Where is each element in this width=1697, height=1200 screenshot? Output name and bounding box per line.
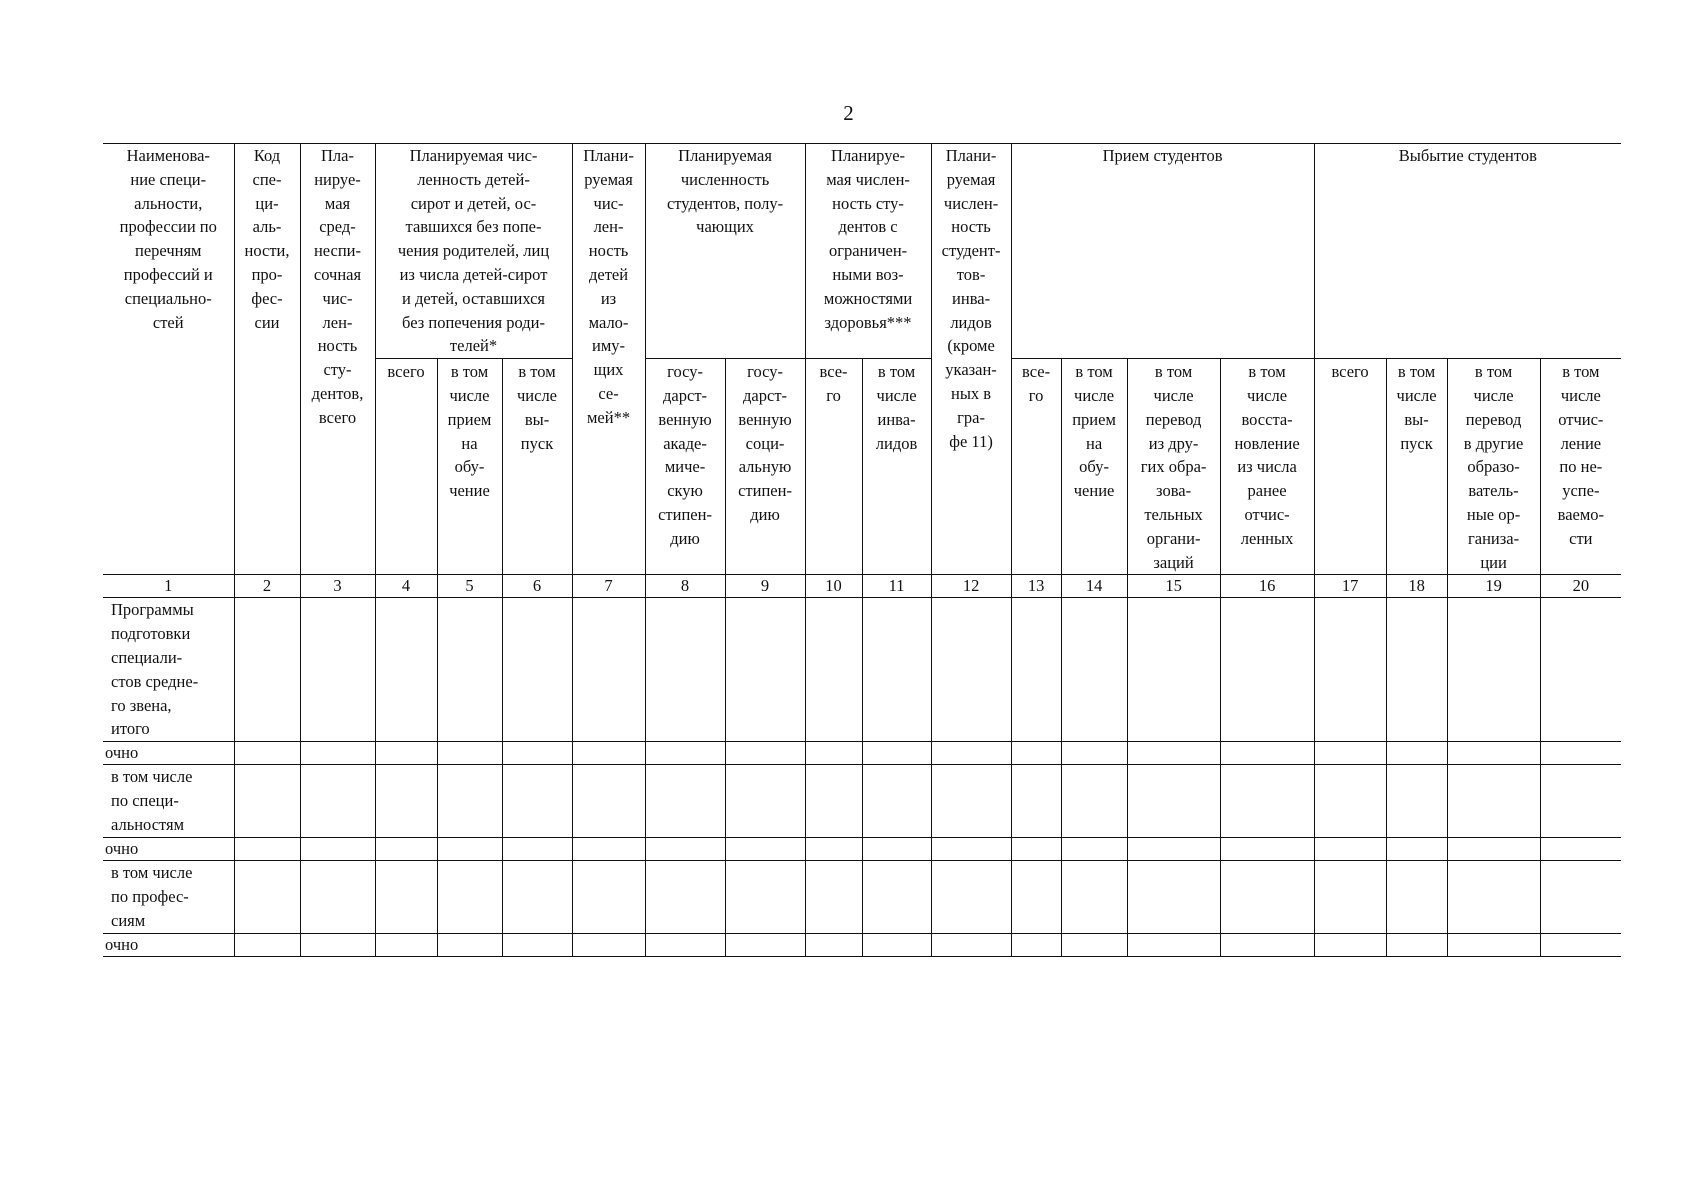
data-cell — [1127, 861, 1220, 934]
column-number: 13 — [1011, 575, 1061, 598]
data-cell — [645, 598, 725, 742]
data-cell — [862, 765, 931, 838]
header-disabled-invalids: в том числе инва- лидов — [862, 359, 931, 575]
header-stipend-social: госу- дарст- венную соци- альную стипен- дию — [725, 359, 805, 575]
enrollment-form-table — [103, 143, 1621, 957]
data-cell — [1540, 742, 1621, 765]
column-number: 1 — [103, 575, 234, 598]
data-cell — [1386, 838, 1447, 861]
data-cell — [234, 765, 300, 838]
data-cell — [502, 838, 572, 861]
data-cell — [1220, 861, 1314, 934]
column-number: 3 — [300, 575, 375, 598]
data-cell — [300, 598, 375, 742]
data-cell — [1127, 742, 1220, 765]
page-number: 2 — [843, 101, 854, 125]
header-stipend-academic: госу- дарст- венную акаде- миче- скую стипен- дию — [645, 359, 725, 575]
data-cell — [1386, 861, 1447, 934]
column-number: 9 — [725, 575, 805, 598]
column-number: 19 — [1447, 575, 1540, 598]
header-specialty-name: Наименова- ние специ- альности, профессии по перечням профессий и специально- стей — [103, 144, 234, 575]
data-cell — [437, 838, 502, 861]
data-cell — [1447, 765, 1540, 838]
data-cell — [375, 861, 437, 934]
column-number: 15 — [1127, 575, 1220, 598]
table-row-ochno — [103, 742, 1621, 765]
header-group-stipend: Планируемая численность студентов, полу- чающих — [645, 144, 805, 359]
data-cell — [502, 598, 572, 742]
row-label-ochno: очно — [103, 934, 234, 957]
data-cell — [862, 861, 931, 934]
data-cell — [1540, 765, 1621, 838]
data-cell — [1386, 765, 1447, 838]
header-orphans-total: всего — [375, 359, 437, 575]
column-number: 6 — [502, 575, 572, 598]
data-cell — [862, 598, 931, 742]
data-cell — [725, 742, 805, 765]
data-cell — [1127, 838, 1220, 861]
header-departure-graduation: в том числе вы- пуск — [1386, 359, 1447, 575]
header-orphans-graduation: в том числе вы- пуск — [502, 359, 572, 575]
data-cell — [805, 765, 862, 838]
table-row-programs-total — [103, 598, 1621, 742]
data-cell — [1540, 598, 1621, 742]
data-cell — [375, 742, 437, 765]
column-number: 4 — [375, 575, 437, 598]
column-number: 16 — [1220, 575, 1314, 598]
data-cell — [805, 861, 862, 934]
header-code: Код спе- ци- аль- ности, про- фес- сии — [234, 144, 300, 575]
data-cell — [572, 838, 645, 861]
data-cell — [375, 765, 437, 838]
header-orphans-admission: в том числе прием на обу- чение — [437, 359, 502, 575]
header-disabled-students: Плани- руемая числен- ность студент- тов- инва- лидов (кроме указан- ных в гра- фе 11) — [931, 144, 1011, 575]
data-cell — [931, 838, 1011, 861]
column-number: 8 — [645, 575, 725, 598]
data-cell — [1447, 742, 1540, 765]
header-departure-transfer: в том числе перевод в другие образо- ватель- ные ор- ганиза- ции — [1447, 359, 1540, 575]
data-cell — [1386, 742, 1447, 765]
column-number-row — [103, 575, 1621, 598]
data-cell — [1540, 934, 1621, 957]
data-cell — [1386, 934, 1447, 957]
data-cell — [1011, 742, 1061, 765]
data-cell — [1447, 934, 1540, 957]
data-cell — [1447, 861, 1540, 934]
data-cell — [300, 742, 375, 765]
data-cell — [1061, 765, 1127, 838]
table-row-by-profession — [103, 861, 1621, 934]
data-cell — [1220, 934, 1314, 957]
data-cell — [1314, 742, 1386, 765]
data-cell — [1540, 861, 1621, 934]
data-cell — [931, 861, 1011, 934]
data-cell — [502, 765, 572, 838]
data-cell — [1447, 838, 1540, 861]
table-row-by-specialty — [103, 765, 1621, 838]
data-cell — [234, 934, 300, 957]
data-cell — [805, 838, 862, 861]
header-admission-restore: в том числе восста- новление из числа ранее отчис- ленных — [1220, 359, 1314, 575]
data-cell — [1314, 861, 1386, 934]
data-cell — [725, 598, 805, 742]
data-cell — [725, 861, 805, 934]
column-number: 17 — [1314, 575, 1386, 598]
column-number: 14 — [1061, 575, 1127, 598]
table-row-ochno — [103, 934, 1621, 957]
data-cell — [1011, 765, 1061, 838]
data-cell — [1220, 765, 1314, 838]
data-cell — [1220, 598, 1314, 742]
data-cell — [725, 934, 805, 957]
data-cell — [234, 742, 300, 765]
data-cell — [805, 934, 862, 957]
row-label-by-specialty: в том числе по специ- альностям — [103, 765, 234, 838]
row-label-by-profession: в том числе по профес- сиям — [103, 861, 234, 934]
header-admission-transfer: в том числе перевод из дру- гих обра- зова- тельных органи- заций — [1127, 359, 1220, 575]
data-cell — [1011, 598, 1061, 742]
data-cell — [1061, 861, 1127, 934]
data-cell — [502, 742, 572, 765]
data-cell — [234, 861, 300, 934]
data-cell — [1061, 742, 1127, 765]
row-label-ochno: очно — [103, 742, 234, 765]
data-cell — [1314, 934, 1386, 957]
header-group-disabled: Планируе- мая числен- ность сту- дентов с ограничен- ными воз- можностями здоровья*** — [805, 144, 931, 359]
header-group-admission: Прием студентов — [1011, 144, 1314, 359]
data-cell — [725, 765, 805, 838]
header-group-orphans: Планируемая чис- ленность детей- сирот и детей, ос- тавшихся без попе- чения родителей, лиц из числа детей-сирот и детей, оставшихся без попечения роди- телей* — [375, 144, 572, 359]
data-cell — [862, 742, 931, 765]
data-cell — [1314, 838, 1386, 861]
data-cell — [1127, 598, 1220, 742]
column-number: 2 — [234, 575, 300, 598]
header-departure-expelled: в том числе отчис- ление по не- успе- ваемо- сти — [1540, 359, 1621, 575]
column-number: 10 — [805, 575, 862, 598]
data-cell — [1314, 598, 1386, 742]
data-cell — [1011, 861, 1061, 934]
header-admission-total: все- го — [1011, 359, 1061, 575]
header-admission-training: в том числе прием на обу- чение — [1061, 359, 1127, 575]
data-cell — [805, 742, 862, 765]
header-departure-total: всего — [1314, 359, 1386, 575]
header-row-top — [103, 144, 1621, 359]
data-cell — [931, 598, 1011, 742]
data-cell — [645, 861, 725, 934]
data-cell — [1127, 934, 1220, 957]
data-cell — [1061, 598, 1127, 742]
data-cell — [1011, 934, 1061, 957]
data-cell — [572, 742, 645, 765]
column-number: 7 — [572, 575, 645, 598]
data-cell — [572, 861, 645, 934]
column-number: 20 — [1540, 575, 1621, 598]
column-number: 18 — [1386, 575, 1447, 598]
column-number: 11 — [862, 575, 931, 598]
data-cell — [1061, 838, 1127, 861]
data-cell — [437, 765, 502, 838]
data-cell — [375, 934, 437, 957]
data-cell — [1011, 838, 1061, 861]
data-cell — [572, 934, 645, 957]
data-cell — [862, 934, 931, 957]
data-cell — [502, 861, 572, 934]
header-disabled-total: все- го — [805, 359, 862, 575]
data-cell — [931, 765, 1011, 838]
data-cell — [1220, 838, 1314, 861]
data-cell — [234, 598, 300, 742]
data-cell — [931, 934, 1011, 957]
data-cell — [645, 934, 725, 957]
data-cell — [234, 838, 300, 861]
data-cell — [1220, 742, 1314, 765]
data-cell — [300, 934, 375, 957]
data-cell — [300, 765, 375, 838]
data-cell — [1061, 934, 1127, 957]
column-number: 12 — [931, 575, 1011, 598]
data-cell — [572, 598, 645, 742]
row-label-ochno: очно — [103, 838, 234, 861]
data-cell — [1540, 838, 1621, 861]
data-cell — [572, 765, 645, 838]
data-cell — [300, 838, 375, 861]
data-cell — [725, 838, 805, 861]
data-cell — [437, 742, 502, 765]
data-cell — [645, 838, 725, 861]
header-low-income: Плани- руемая чис- лен- ность детей из мало- иму- щих се- мей** — [572, 144, 645, 575]
data-cell — [437, 934, 502, 957]
data-cell — [645, 742, 725, 765]
column-number: 5 — [437, 575, 502, 598]
data-cell — [437, 861, 502, 934]
data-cell — [502, 934, 572, 957]
data-cell — [645, 765, 725, 838]
data-cell — [1447, 598, 1540, 742]
data-cell — [375, 838, 437, 861]
data-cell — [1386, 598, 1447, 742]
data-cell — [1127, 765, 1220, 838]
data-cell — [931, 742, 1011, 765]
row-label-programs-total: Программы подготовки специали- стов средне- го звена, итого — [103, 598, 234, 742]
header-avg-students: Пла- нируе- мая сред- неспи- сочная чис- лен- ность сту- дентов, всего — [300, 144, 375, 575]
data-cell — [300, 861, 375, 934]
header-group-departure: Выбытие студентов — [1314, 144, 1621, 359]
data-cell — [862, 838, 931, 861]
data-cell — [805, 598, 862, 742]
data-cell — [1314, 765, 1386, 838]
table-row-ochno — [103, 838, 1621, 861]
data-cell — [437, 598, 502, 742]
data-cell — [375, 598, 437, 742]
